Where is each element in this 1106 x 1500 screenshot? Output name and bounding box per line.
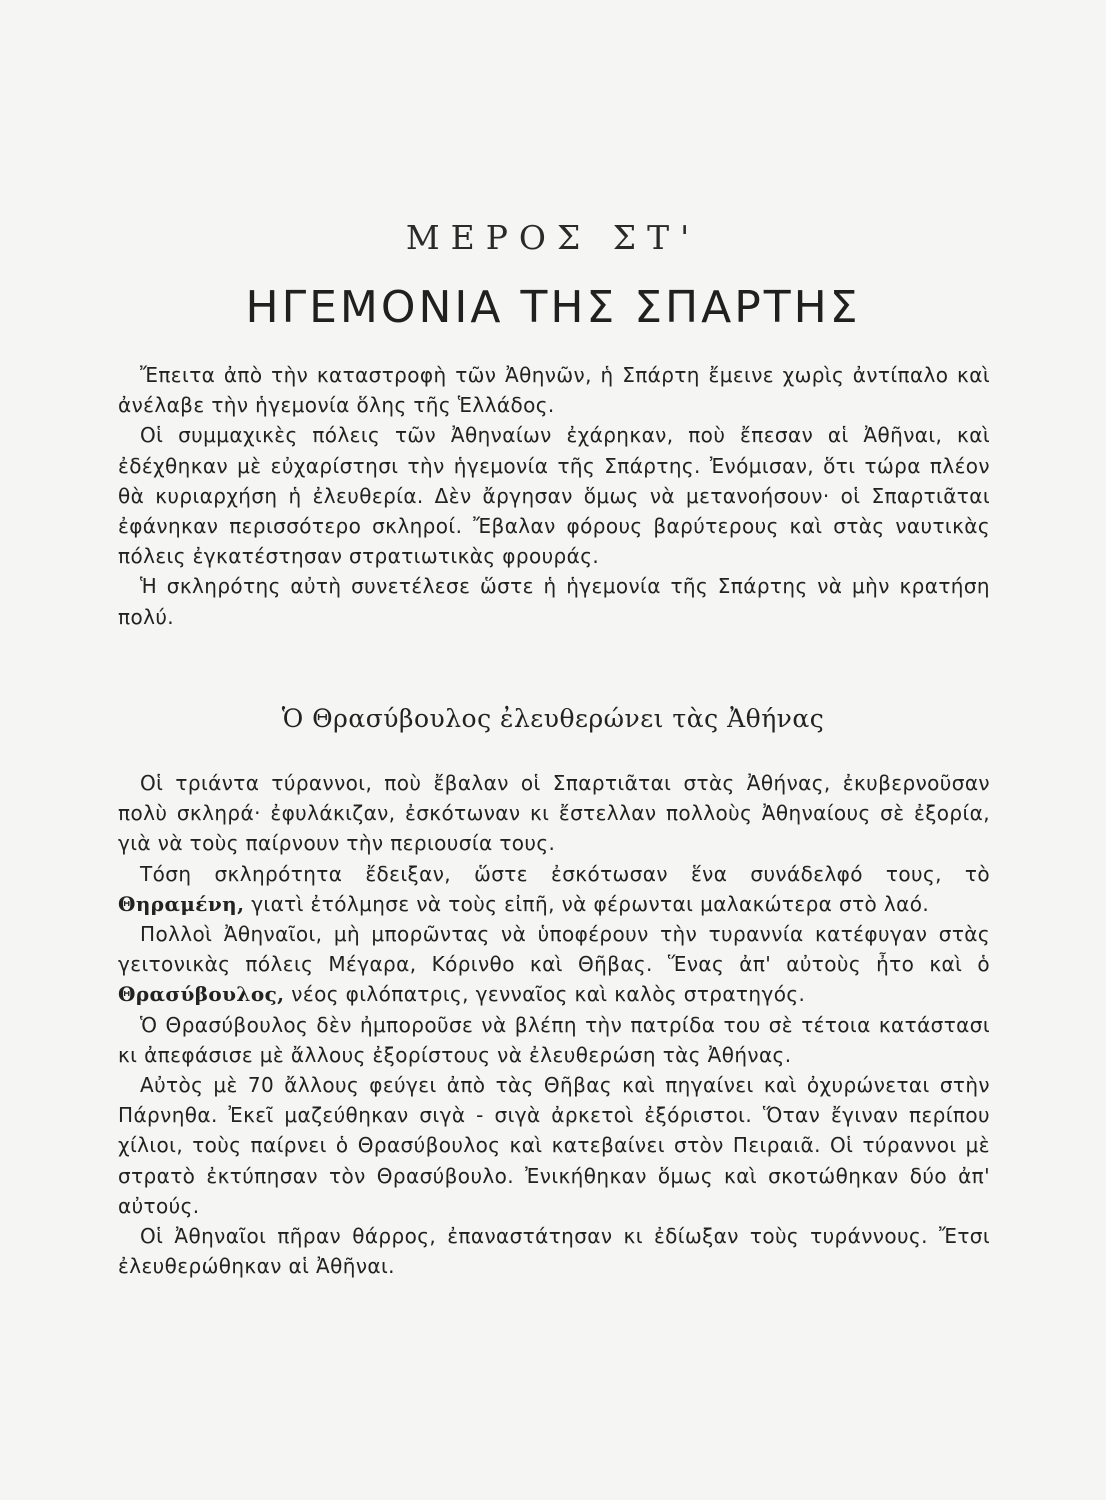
intro-paragraph: Οἱ συμμαχικὲς πόλεις τῶν Ἀθηναίων ἐχάρηκαν, ποὺ ἔπεσαν αἱ Ἀθῆναι, καὶ ἐδέχθηκαν μὲ εὐχαρίστησι τὴν ἡγεμονία τῆς Σπάρτης. Ἐνόμισαν, ὅτι τώρα πλέον θὰ κυριαρχήση ἡ ἐλευθερία. Δὲν ἄργησαν ὅμως νὰ μετανοήσουν· οἱ Σπαρτιᾶται ἐφάνηκαν περισσότερο σκληροί. Ἔβαλαν φόρους βαρύτερους καὶ στὰς ναυτικὰς πόλεις ἐγκατέστησαν στρατιωτικὰς φρουράς.	[118, 423, 990, 569]
section-paragraph: Οἱ Ἀθηναῖοι πῆραν θάρρος, ἐπαναστάτησαν κι ἐδίωξαν τοὺς τυράννους. Ἔτσι ἐλευθερώθηκαν αἱ Ἀθῆναι.	[118, 1224, 990, 1279]
paragraph-text: Τόση σκληρότητα ἔδειξαν, ὥστε ἐσκότωσαν ἕνα συνάδελφό τους, τὸ	[140, 861, 990, 886]
intro-paragraph: Ἔπειτα ἀπὸ τὴν καταστροφὴ τῶν Ἀθηνῶν, ἡ Σπάρτη ἔμεινε χωρὶς ἀντίπαλο καὶ ἀνέλαβε τὴν ἡγεμονία ὅλης τῆς Ἑλλάδος.	[118, 363, 990, 418]
section-heading: Ὁ Θρασύβουλος ἐλευθερώνει τὰς Ἀθήνας	[281, 704, 825, 733]
section-paragraph: Αὐτὸς μὲ 70 ἄλλους φεύγει ἀπὸ τὰς Θῆβας καὶ πηγαίνει καὶ ὀχυρώνεται στὴν Πάρνηθα. Ἐκεῖ μαζεύθηκαν σιγὰ - σιγὰ ἀρκετοὶ ἐξόριστοι. Ὅταν ἔγιναν περίπου χίλιοι, τοὺς παίρνει ὁ Θρασύβουλος καὶ κατεβαίνει στὸν Πειραιᾶ. Οἱ τύραννοι μὲ στρατὸ ἐκτύπησαν τὸν Θρασύβουλο. Ἐνικήθηκαν ὅμως καὶ σκοτώθηκαν δύο ἀπ' αὐτούς.	[118, 1073, 990, 1218]
section-paragraph: Ὁ Θρασύβουλος δὲν ἠμποροῦσε νὰ βλέπη τὴν πατρίδα του σὲ τέτοια κατάστασι κι ἀπεφάσισε μὲ ἄλλους ἐξορίστους νὰ ἐλευθερώση τὰς Ἀθήνας.	[118, 1012, 990, 1067]
paragraph-text: γιατὶ ἐτόλμησε νὰ τοὺς εἰπῆ, νὰ φέρωνται μαλακώτερα στὸ λαό.	[244, 891, 930, 916]
paragraph-text: νέος φιλόπατρις, γενναῖος καὶ καλὸς στρατηγός.	[284, 982, 806, 1007]
paragraph-text: Πολλοὶ Ἀθηναῖοι, μὴ μπορῶντας νὰ ὑποφέρουν τὴν τυραννία κατέφυγαν στὰς γειτονικὰς πόλεις Μέγαρα, Κόρινθο καὶ Θῆβας. Ἕνας ἀπ' αὐτοὺς ἦτο καὶ ὁ	[118, 922, 990, 977]
part-label: ΜΕΡΟΣ ΣΤ'	[405, 218, 701, 257]
name-theramenes: Θηραμένη,	[118, 891, 245, 916]
intro-text	[118, 360, 990, 632]
chapter-title: ΗΓΕΜΟΝΙΑ ΤΗΣ ΣΠΑΡΤΗΣ	[245, 282, 861, 333]
section-paragraph	[118, 859, 990, 919]
section-paragraph	[118, 919, 990, 1010]
intro-paragraph: Ἡ σκληρότης αὐτὴ συνετέλεσε ὥστε ἡ ἡγεμονία τῆς Σπάρτης νὰ μὴν κρατήση πολύ.	[118, 574, 990, 629]
section-text	[118, 768, 990, 1281]
name-thrasybulus: Θρασύβουλος,	[118, 982, 285, 1007]
section-paragraph: Οἱ τριάντα τύραννοι, ποὺ ἔβαλαν οἱ Σπαρτιᾶται στὰς Ἀθήνας, ἐκυβερνοῦσαν πολὺ σκληρά· ἐφυλάκιζαν, ἐσκότωναν κι ἔστελλαν πολλοὺς Ἀθηναίους σὲ ἐξορία, γιὰ νὰ τοὺς παίρνουν τὴν περιουσία τους.	[118, 771, 990, 856]
